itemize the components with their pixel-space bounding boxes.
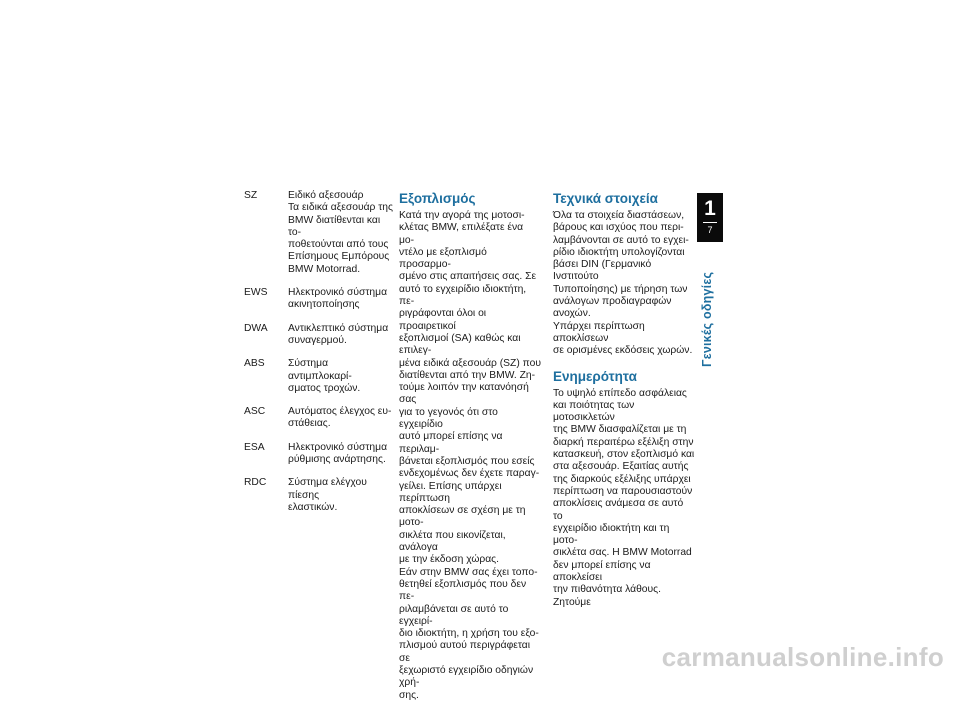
equipment-text: Κατά την αγορά της μοτοσι- κλέτας BMW, επιλέξατε ένα μο- ντέλο με εξοπλισμό προσαρμο- σμένο στις απαιτήσεις σας. Σε αυτό το εγχειρίδιο ιδιοκτήτη, πε- ριγράφονται όλοι οι προαιρετικοί εξοπλισμοί (SA) καθώς και επιλεγ- μένα ειδικά αξεσουάρ (SZ) που διατίθενται από την BMW. Ζη- τούμε λοιπόν την κατανόησή σας για το γεγονός ότι στο εγχειρίδιο αυτό μπορεί επίσης να περιλαμ- βάνεται εξοπλισμός που εσείς ενδεχομένως δεν έχετε παραγ- γείλει. Επίσης υπάρχει περίπτωση αποκλίσεων σε σχέση με τη μοτο- σικλέτα που εικονίζεται, ανάλογα με την έκδοση χώρας. Εάν στην BMW σας έχει τοπο- θετηθεί εξοπλισμός που δεν πε- ριλαμβάνεται σε αυτό το εγχειρί- διο ιδιοκτήτη, η χρήση του εξο- πλισμού αυτού περιγράφεται σε ξεχωριστό εγχειρίδιο οδηγιών χρή- σης. — [399, 210, 541, 701]
equipment-section — [399, 191, 541, 702]
abbreviation-code: EWS — [244, 287, 268, 299]
abbreviation-row — [244, 358, 394, 395]
chapter-tab — [697, 193, 723, 242]
abbreviation-code: ESA — [244, 441, 265, 453]
technical-update-section — [553, 191, 695, 609]
abbreviation-description: Ηλεκτρονικό σύστημα ακινητοποίησης — [288, 287, 388, 311]
technical-data-text: Όλα τα στοιχεία διαστάσεων, βάρους και ισχύος που περι- λαμβάνονται σε αυτό το εγχει- ρίδιο ιδιοκτήτη υπολογίζονται βάσει DIN (Γερμανικό Ινστιτούτο Τυποποίησης) με τήρηση των ανάλογων προδιαγραφών ανοχών. Υπάρχει περίπτωση αποκλίσεων σε ορισμένες εκδόσεις χωρών. — [553, 210, 693, 357]
equipment-heading: Εξοπλισμός — [399, 191, 476, 206]
abbreviation-description: Ειδικό αξεσουάρ Τα ειδικά αξεσουάρ της BMW διατίθενται και το- ποθετούνται από τους Επίσημους Εμπόρους BMW Motorrad. — [288, 190, 393, 275]
abbreviation-list — [244, 190, 394, 525]
update-heading: Ενημερότητα — [553, 368, 637, 384]
abbreviation-row — [244, 477, 394, 514]
abbreviation-row — [244, 190, 394, 276]
abbreviation-code: ABS — [244, 358, 265, 370]
update-text: Το υψηλό επίπεδο ασφάλειας και ποιότητας των μοτοσικλετών της BMW διασφαλίζεται με τη διαρκή περαιτέρω εξέλιξη στην κατασκευή, στον εξοπλισμό και στα αξεσουάρ. Εξαιτίας αυτής της διαρκούς εξέλιξης υπάρχει περίπτωση να παρουσιαστούν αποκλίσεις ανάμεσα σε αυτό το εγχειρίδιο ιδιοκτήτη και τη μοτο- σικλέτα σας. Η BMW Motorrad δεν μπορεί επίσης να αποκλείσει την πιθανότητα λάθους. Ζητούμε — [553, 387, 695, 608]
abbreviation-description: Αντικλεπτικό σύστημα συναγερμού. — [288, 322, 389, 346]
abbreviation-row — [244, 323, 394, 348]
abbreviation-code: RDC — [244, 477, 267, 489]
abbreviation-description: Σύστημα αντιμπλοκαρί- σματος τροχών. — [288, 358, 361, 394]
page-number: 7 — [707, 225, 713, 235]
abbreviation-description: Σύστημα ελέγχου πίεσης ελαστικών. — [288, 477, 367, 513]
abbreviation-row — [244, 287, 394, 312]
watermark: carmanualsonline.info — [661, 642, 944, 672]
abbreviation-code: ASC — [244, 406, 266, 418]
abbreviation-description: Ηλεκτρονικό σύστημα ρύθμισης ανάρτησης. — [288, 441, 388, 466]
technical-data-heading: Τεχνικά στοιχεία — [553, 191, 658, 206]
abbreviation-description: Αυτόματος έλεγχος ευ- στάθειας. — [288, 406, 392, 430]
abbreviation-row — [244, 442, 394, 467]
abbreviation-code: DWA — [244, 322, 268, 334]
chapter-side-title: Γενικές οδηγίες — [700, 271, 714, 367]
abbreviation-code: SZ — [244, 190, 258, 201]
abbreviation-row — [244, 406, 394, 431]
chapter-number: 1 — [704, 197, 716, 220]
